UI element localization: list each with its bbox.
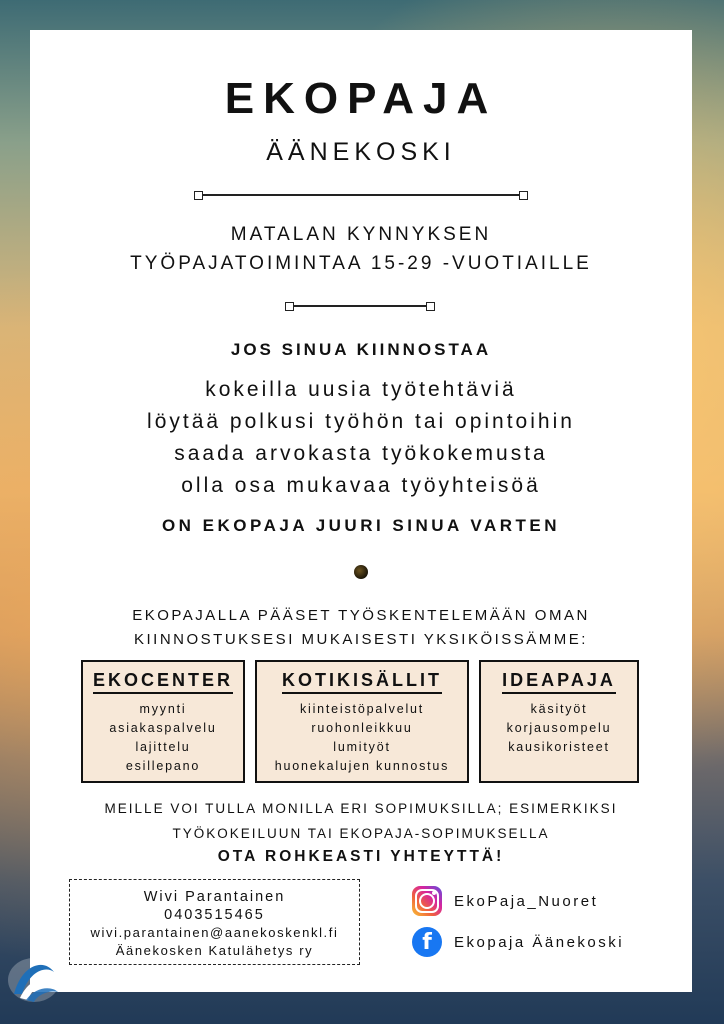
interest-heading: JOS SINUA KIINNOSTAA — [230, 340, 492, 359]
list-item: asiakaspalvelu — [109, 721, 217, 735]
list-item: kausikoristeet — [508, 740, 610, 754]
callout-text: ON EKOPAJA JUURI SINUA VARTEN — [161, 516, 561, 535]
contact-box — [69, 879, 360, 965]
contact-name: Wivi Parantainen — [143, 889, 286, 905]
list-item: kiinteistöpalvelut — [299, 702, 425, 716]
contact-phone[interactable]: 0403515465 — [164, 907, 265, 923]
aluehallintovirasto-logo — [4, 954, 186, 1006]
list-item: saada arvokasta työkokemusta — [174, 442, 548, 465]
list-item: esillepano — [125, 759, 201, 773]
list-item: kokeilla uusia työtehtäviä — [205, 378, 517, 401]
list-item: olla osa mukavaa työyhteisöä — [181, 474, 541, 497]
poster-subtitle: ÄÄNEKOSKI — [266, 138, 456, 166]
logo-mark-icon — [4, 954, 64, 1006]
unit-name: IDEAPAJA — [502, 670, 616, 694]
unit-ekocenter — [81, 660, 245, 783]
interest-list — [30, 374, 692, 502]
facebook-page: Ekopaja Äänekoski — [454, 933, 625, 951]
unit-item-list — [257, 700, 467, 776]
units-intro — [30, 604, 692, 652]
intro-text — [30, 220, 692, 278]
units-intro-line-2: KIINNOSTUKSESI MUKAISESTI YKSIKÖISSÄMME: — [134, 631, 588, 648]
facebook-icon: f — [412, 927, 442, 957]
unit-item-list — [481, 700, 637, 757]
divider-top — [198, 194, 524, 196]
social-facebook[interactable] — [412, 927, 624, 957]
list-item: käsityöt — [530, 702, 588, 716]
unit-name: KOTIKISÄLLIT — [282, 670, 442, 694]
contact-organization: Äänekosken Katulähetys ry — [115, 943, 314, 958]
list-item: lajittelu — [135, 740, 191, 754]
intro-line-1: MATALAN KYNNYKSEN — [230, 224, 492, 245]
logo-text: Aluehallintovirasto — [68, 977, 186, 993]
poster-title: EKOPAJA — [224, 74, 498, 123]
list-item: ruohonleikkuu — [311, 721, 413, 735]
list-item: huonekalujen kunnostus — [274, 759, 450, 773]
poster-card — [30, 30, 692, 992]
units-intro-line-1: EKOPAJALLA PÄÄSET TYÖSKENTELEMÄÄN OMAN — [132, 607, 590, 624]
list-item: löytää polkusi työhön tai opintoihin — [147, 410, 575, 433]
list-item: korjausompelu — [506, 721, 612, 735]
agreements-line-1: MEILLE VOI TULLA MONILLA ERI SOPIMUKSILLA; ESIMERKIKSI — [104, 801, 618, 816]
unit-item-list — [83, 700, 243, 776]
agreements-text — [30, 796, 692, 846]
divider-middle — [289, 305, 431, 307]
agreements-line-2: TYÖKOKEILUUN TAI EKOPAJA-SOPIMUKSELLA — [172, 826, 550, 841]
contact-cta: OTA ROHKEASTI YHTEYTTÄ! — [217, 848, 505, 865]
intro-line-2: TYÖPAJATOIMINTAA 15-29 -VUOTIAILLE — [130, 253, 592, 274]
list-item: lumityöt — [333, 740, 391, 754]
unit-name: EKOCENTER — [93, 670, 233, 694]
unit-ideapaja — [479, 660, 639, 783]
contact-email[interactable]: wivi.parantainen@aanekoskenkl.fi — [90, 925, 339, 940]
unit-kotikisallit — [255, 660, 469, 783]
social-instagram[interactable] — [412, 886, 598, 916]
instagram-handle: EkoPaja_Nuoret — [454, 892, 599, 910]
decorative-dot — [354, 565, 368, 579]
list-item: myynti — [139, 702, 187, 716]
instagram-icon — [412, 886, 442, 916]
